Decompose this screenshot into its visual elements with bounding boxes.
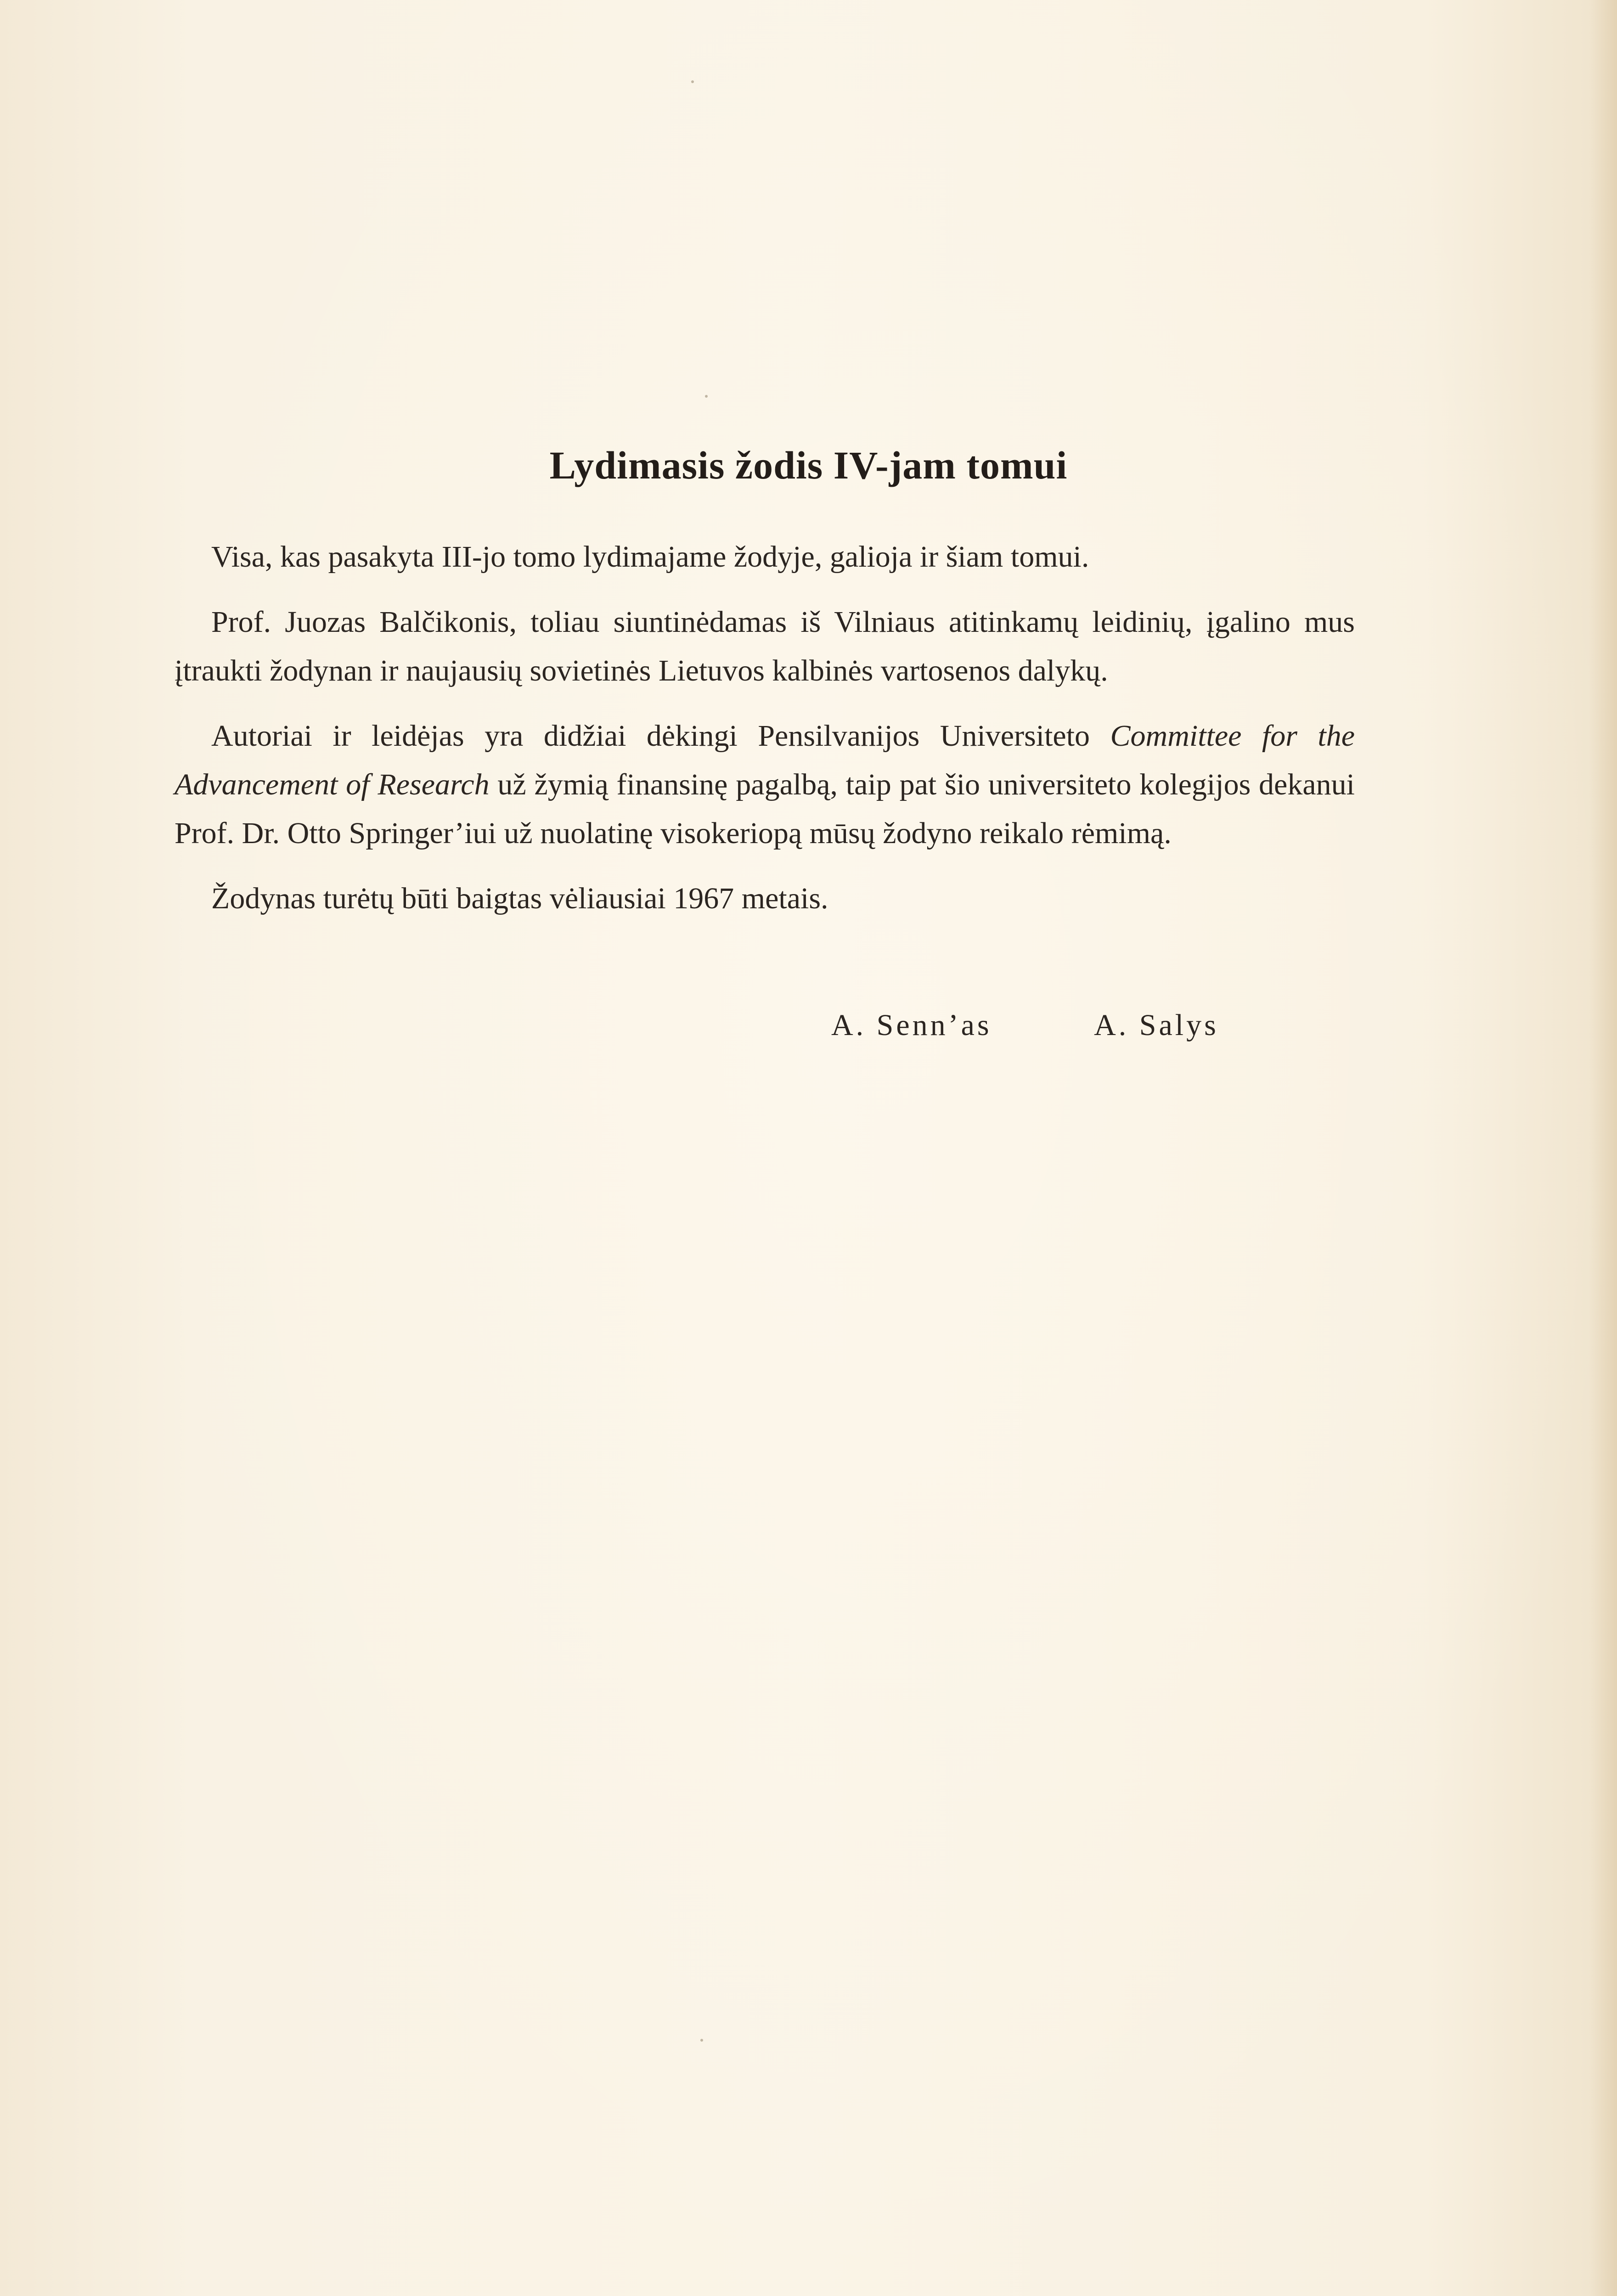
paper-speck (700, 2039, 703, 2042)
foreword-body (175, 533, 1355, 940)
paper-speck (691, 80, 694, 83)
signature-senn: A. Senn’as (831, 1008, 992, 1042)
committee-name: Committee for the Advancement of Research (175, 719, 1355, 801)
paper-edge-shadow (1589, 0, 1617, 2296)
paragraph-2: Prof. Juozas Balčikonis, toliau siuntinėdamas iš Vilniaus atitinkamų leidinių, įgalino mus įtraukti žodynan ir naujausių sovietinės Lietuvos kalbinės vartosenos dalykų. (175, 605, 1355, 687)
paragraph-3-start: Autoriai ir leidėjas yra didžiai dėkingi Pensilvanijos Universiteto (211, 719, 1090, 753)
paragraph-3-end: už žymią finansinę pagalbą, taip pat šio universiteto kolegijos dekanui Prof. Dr. Otto Springer’iui už nuolatinę visokeriopą mūsų žodyno reikalo rėmimą. (175, 768, 1355, 850)
paragraph-3 (175, 712, 1355, 858)
paragraph-4: Žodynas turėtų būti baigtas vėliausiai 1967 metais. (211, 882, 828, 915)
signatures (831, 1008, 1219, 1043)
paragraph-1: Visa, kas pasakyta III-jo tomo lydimajame žodyje, galioja ir šiam tomui. (211, 540, 1089, 574)
signature-salys: A. Salys (1094, 1008, 1219, 1042)
paper-speck (705, 395, 708, 398)
page-title: Lydimasis žodis IV-jam tomui (549, 443, 1068, 487)
